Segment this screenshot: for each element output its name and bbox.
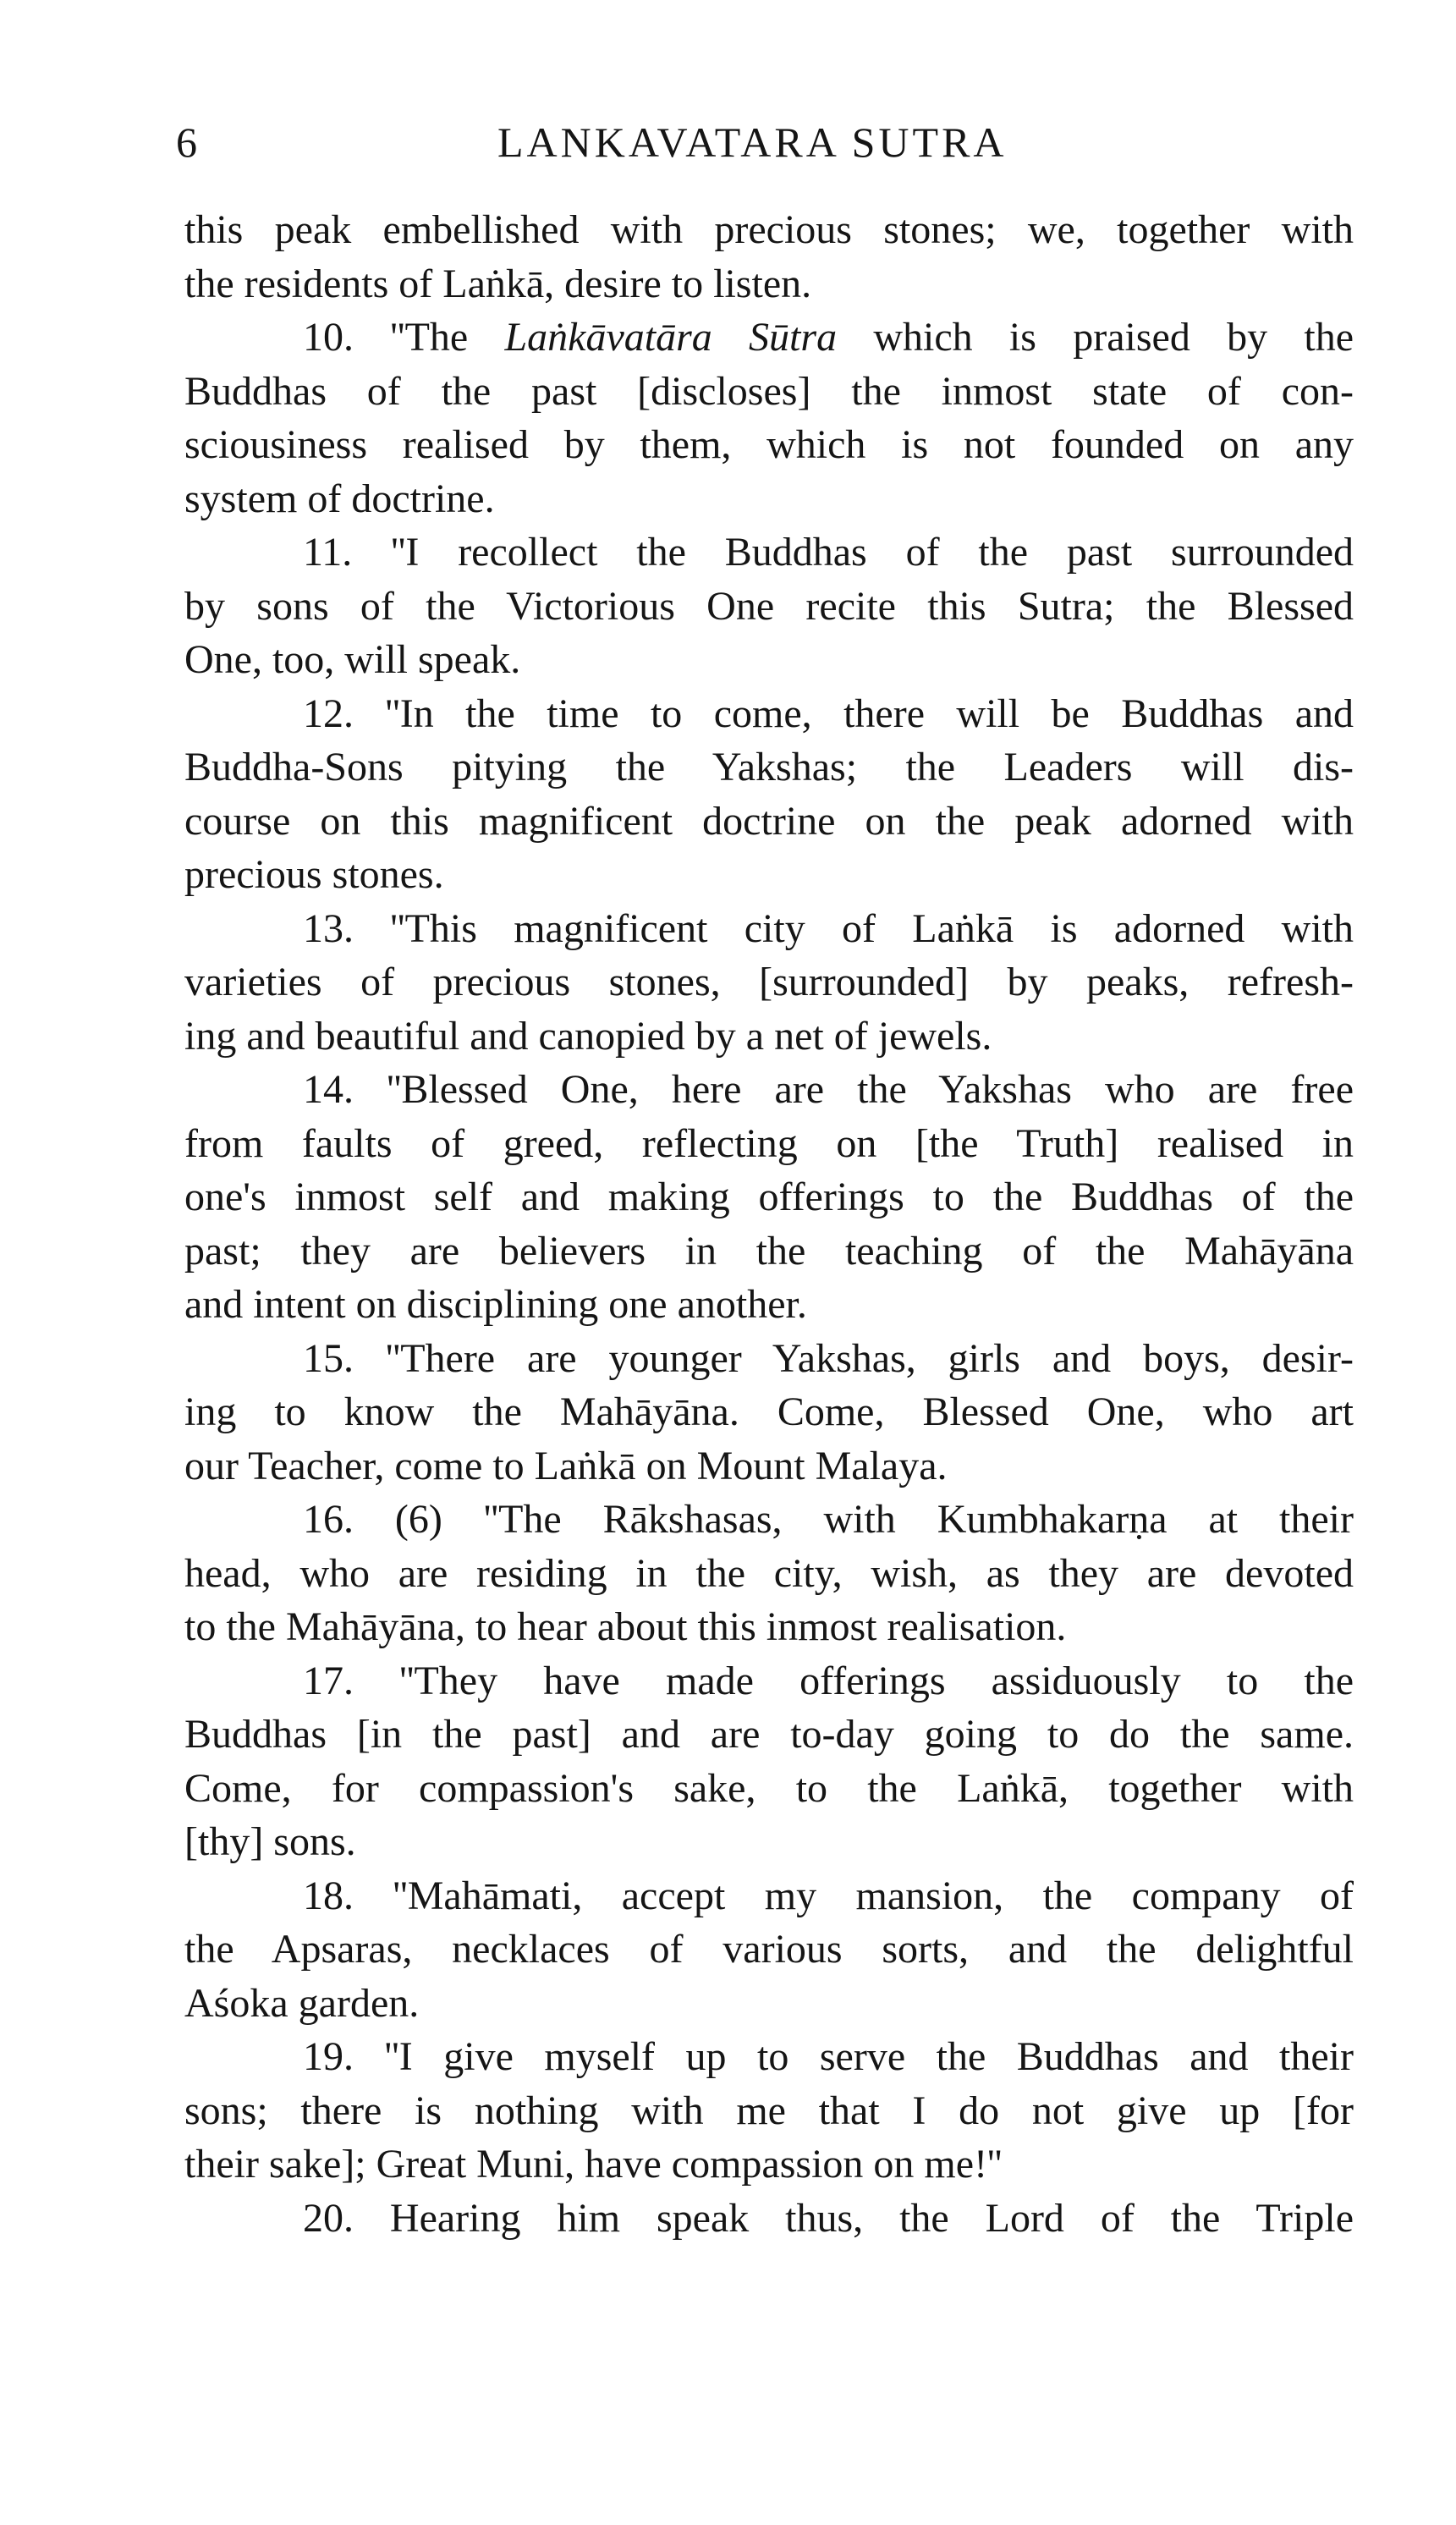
text-line: and intent on disciplining one another. — [184, 1282, 807, 1327]
text-line: 20. Hearing him speak thus, the Lord of the Triple — [303, 2195, 1354, 2241]
text-line: their sake]; Great Muni, have compassion on me!'' — [184, 2142, 1003, 2187]
text-segment: 10. ''The — [303, 315, 505, 360]
body-text — [184, 203, 1354, 2245]
text-line: 16. (6) ''The Rākshasas, with Kumbhakarṇa at their — [303, 1497, 1354, 1542]
text-line: to the Mahāyāna, to hear about this inmost realisation. — [184, 1604, 1067, 1649]
text-line: this peak embellished with precious stones; we, together with — [184, 207, 1354, 252]
text-segment: which is praised by the — [837, 315, 1354, 360]
text-line: the Apsaras, necklaces of various sorts, and the delightful — [184, 1927, 1354, 1972]
text-line: Buddhas of the past [discloses] the inmost state of con- — [184, 368, 1354, 414]
text-line: 15. ''There are younger Yakshas, girls and boys, desir- — [303, 1335, 1354, 1381]
text-line: course on this magnificent doctrine on the peak adorned with — [184, 798, 1354, 844]
text-line: ing to know the Mahāyāna. Come, Blessed One, who art — [184, 1389, 1354, 1434]
text-line: [thy] sons. — [184, 1819, 356, 1864]
text-line: 17. ''They have made offerings assiduously to the — [303, 1658, 1354, 1703]
text-line: our Teacher, come to Laṅkā on Mount Malaya. — [184, 1443, 948, 1488]
text-line: sciousiness realised by them, which is not founded on any — [184, 422, 1354, 467]
text-line: Aśoka garden. — [184, 1980, 420, 2026]
text-line: varieties of precious stones, [surrounded] by peaks, refresh- — [184, 960, 1354, 1004]
text-line: Come, for compassion's sake, to the Laṅkā, together with — [184, 1765, 1354, 1811]
text-line: from faults of greed, reflecting on [the Truth] realised in — [184, 1120, 1354, 1166]
running-title: LANKAVATARA SUTRA — [497, 118, 1008, 166]
text-line: 13. ''This magnificent city of Laṅkā is adorned with — [303, 905, 1354, 951]
text-line: 14. ''Blessed One, here are the Yakshas who are free — [303, 1067, 1354, 1112]
text-line: by sons of the Victorious One recite this Sutra; the Blessed — [184, 583, 1354, 629]
text-line: Buddha-Sons pitying the Yakshas; the Leaders will dis- — [184, 745, 1354, 789]
text-line: the residents of Laṅkā, desire to listen. — [184, 261, 812, 306]
text-line: Buddhas [in the past] and are to-day going to do the same. — [184, 1712, 1354, 1757]
text-line: ing and beautiful and canopied by a net of jewels. — [184, 1013, 992, 1059]
italic-title: Laṅkāvatāra Sūtra — [504, 315, 838, 360]
text-line: One, too, will speak. — [184, 637, 521, 682]
text-line: 19. ''I give myself up to serve the Buddhas and their — [303, 2034, 1354, 2079]
text-line: 12. ''In the time to come, there will be Buddhas and — [303, 690, 1354, 736]
page-header — [176, 108, 1360, 176]
text-line: 11. ''I recollect the Buddhas of the past surrounded — [303, 530, 1354, 575]
text-line: one's inmost self and making offerings to the Buddhas of the — [184, 1174, 1354, 1219]
text-line: 18. ''Mahāmati, accept my mansion, the company of — [303, 1873, 1354, 1918]
text-line — [184, 311, 1354, 365]
text-line: past; they are believers in the teaching of the Mahāyāna — [184, 1228, 1354, 1274]
text-line: sons; there is nothing with me that I do not give up [for — [184, 2088, 1354, 2133]
text-line: head, who are residing in the city, wish, as they are devoted — [184, 1550, 1354, 1596]
text-line: precious stones. — [184, 852, 444, 897]
text-line: system of doctrine. — [184, 476, 495, 521]
page-number: 6 — [176, 118, 197, 166]
